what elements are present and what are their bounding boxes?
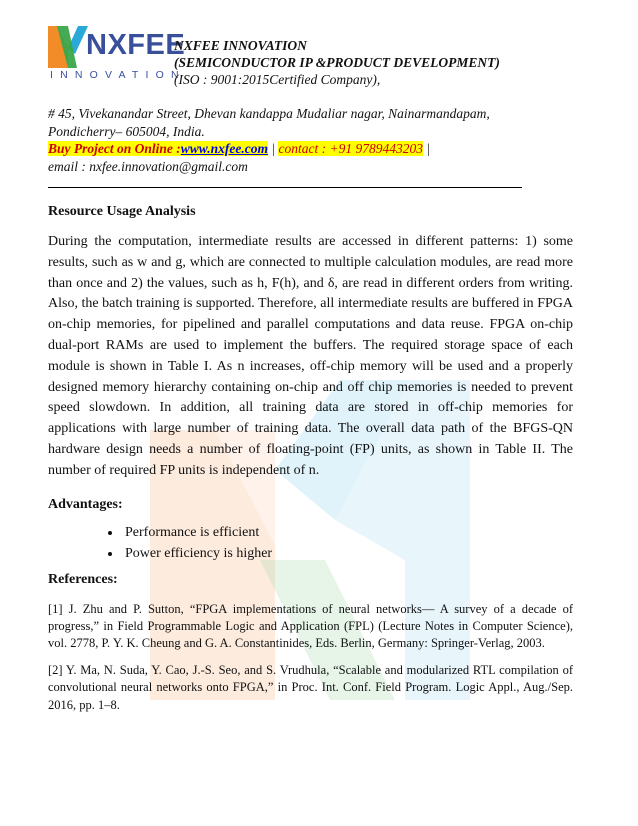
section-title: Resource Usage Analysis — [48, 204, 196, 219]
contact-line — [48, 140, 490, 158]
references-heading: References: — [48, 571, 118, 587]
buy-online-label: Buy Project on Online : — [48, 141, 181, 156]
company-name: NXFEE INNOVATION — [174, 38, 307, 53]
nx-mark-icon — [48, 26, 88, 68]
reference-item: [2] Y. Ma, N. Suda, Y. Cao, J.-S. Seo, and S. Vrudhula, “Scalable and modularized RTL compilation of convolutional neural networks onto FPGA,” in Proc. Int. Conf. Field Program. Logic Appl., Aug./Sep. 2016, pp. 1–8. — [48, 662, 573, 712]
company-description: (SEMICONDUCTOR IP &PRODUCT DEVELOPMENT) — [174, 55, 500, 70]
email-line: email : nxfee.innovation@gmail.com — [48, 158, 248, 174]
company-header — [174, 37, 500, 88]
advantages-list — [48, 522, 573, 564]
certification: (ISO : 9001:2015Certified Company), — [174, 72, 381, 87]
separator: | — [422, 141, 431, 156]
logo-tagline: INNOVATION — [50, 69, 186, 81]
website-link[interactable]: www.nxfee.com — [180, 141, 269, 156]
contact-phone: contact : +91 9789443203 — [278, 141, 423, 156]
list-item: • Performance is efficient — [122, 522, 573, 543]
nxfee-logo — [48, 26, 186, 86]
address-line-2: Pondicherry– 605004, India. — [48, 123, 205, 139]
section-paragraph: During the computation, intermediate results are accessed in different patterns: 1) some results, such as w and g, which are connected to multiple calculation modules, are read more than once and 2) the values, such as h, F(h), and δ, are read in different orders from writing. Also, the batch training is supported. Therefore, all intermediate results are buffered in FPGA on-chip memories, for pipelined and parallel computations and data reuse. FPGA on-chip dual-port RAMs are used to implement the buffers. The required storage space of each module is shown in Table I. As n increases, off-chip memory will be used and a properly designed memory hierarchy containing on-chip and off chip memories is needed to prevent speed slowdown. In addition, all training data are stored in off-chip memories for applications with large number of training data. The overall data path of the BFGS-QN hardware design needs a number of floating-point (FP) units, as shown in Table II. The number of required FP units is independent of n. — [48, 234, 573, 478]
separator: | — [268, 141, 279, 156]
address-block — [48, 105, 490, 175]
address-line-1: # 45, Vivekanandar Street, Dhevan kandappa Mudaliar nagar, Nainarmandapam, — [48, 106, 490, 121]
logo-wordmark: NXFEE — [86, 29, 186, 61]
document-body — [48, 202, 573, 714]
advantages-heading: Advantages: — [48, 496, 123, 512]
reference-item: [1] J. Zhu and P. Sutton, “FPGA implementations of neural networks— A survey of a decade of progress,” in Field Programmable Logic and Application (FPL) (Lecture Notes in Computer Science), vol. 2778, P. Y. K. Cheung and G. A. Constantinides, Eds. Berlin, Germany: Springer-Verlag, 2003. — [48, 601, 573, 651]
list-item: • Power efficiency is higher — [122, 543, 573, 564]
header-divider — [48, 187, 522, 188]
